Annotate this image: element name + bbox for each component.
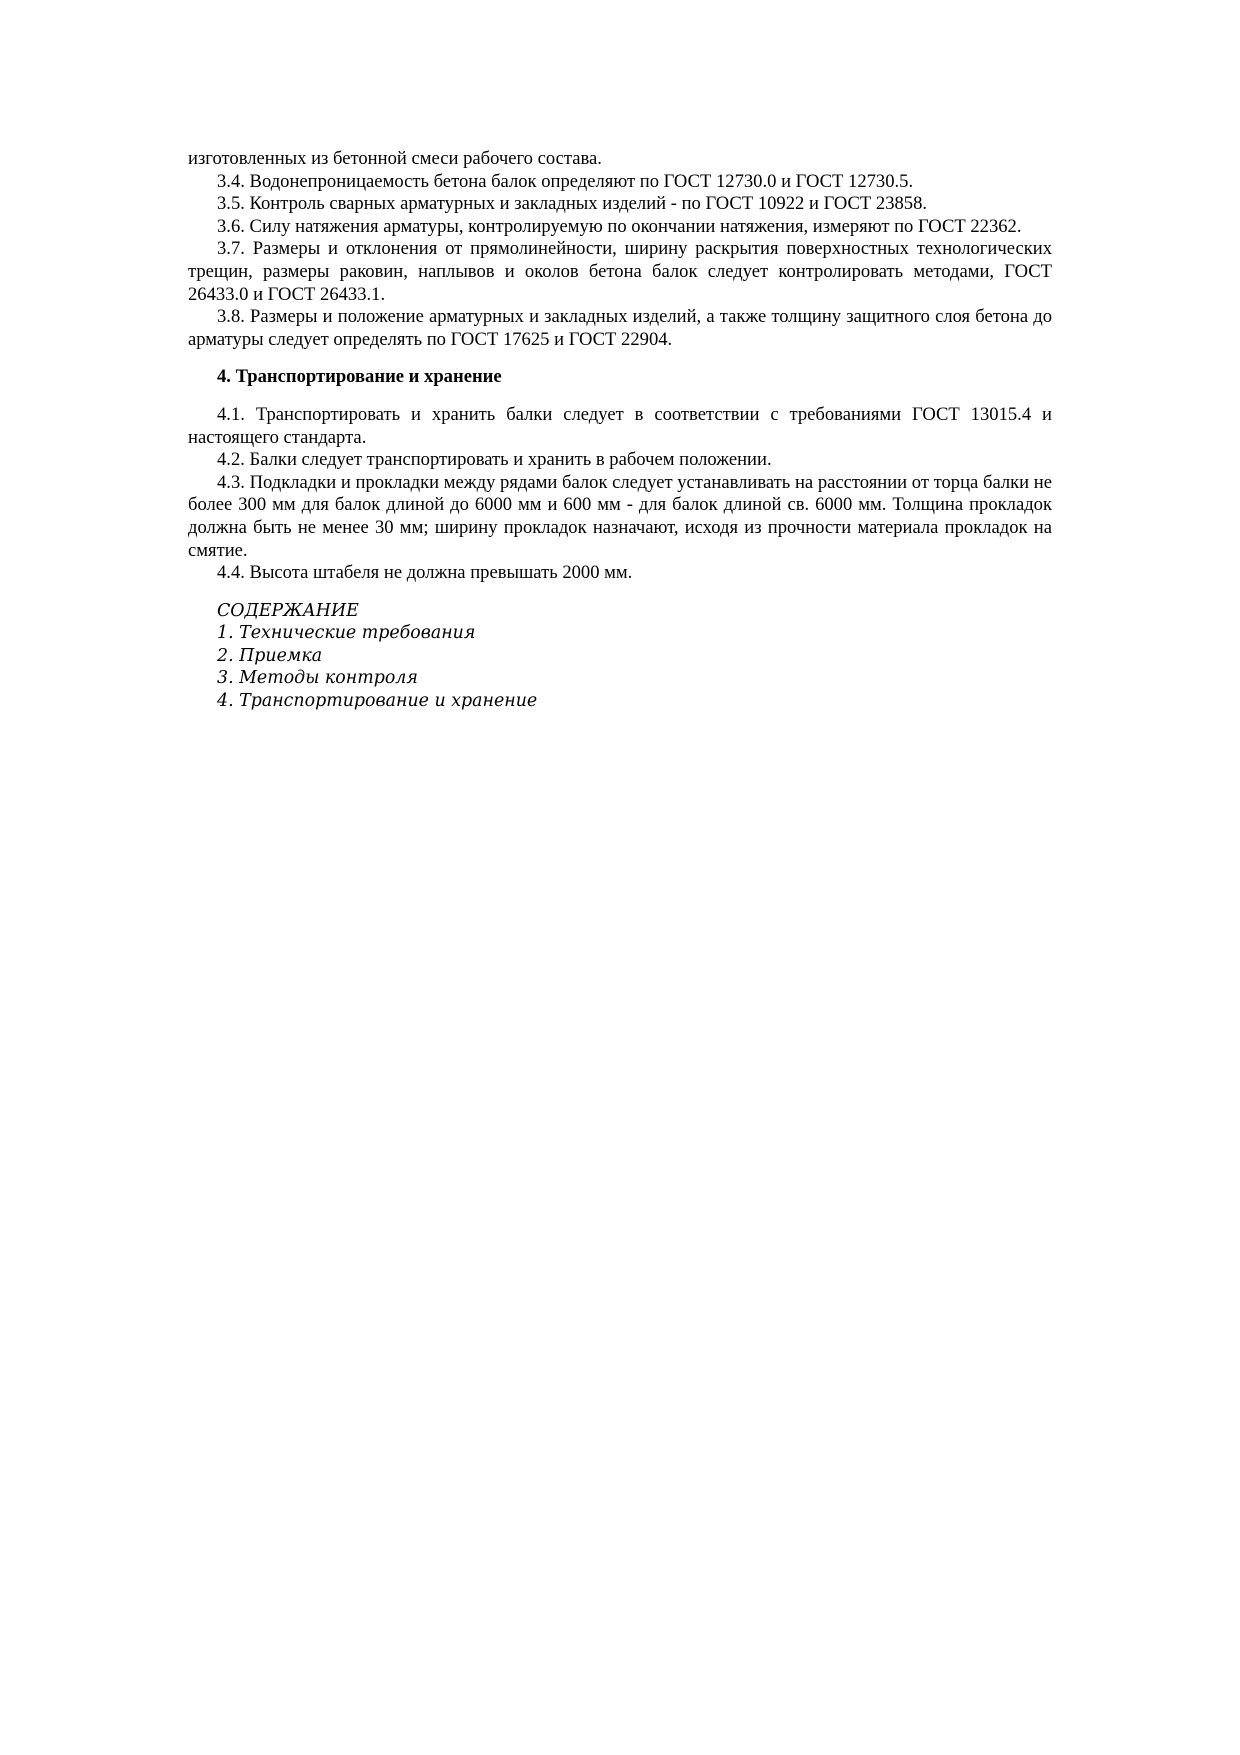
clause-4-1: 4.1. Транспортировать и хранить балки следует в соответствии с требованиями ГОСТ 13015.4 и настоящего стандарта. (188, 403, 1052, 448)
clause-3-4: 3.4. Водонепроницаемость бетона балок определяют по ГОСТ 12730.0 и ГОСТ 12730.5. (217, 170, 914, 192)
continuation-text: изготовленных из бетонной смеси рабочего состава. (188, 148, 602, 169)
clause-3-5: 3.5. Контроль сварных арматурных и закладных изделий - по ГОСТ 10922 и ГОСТ 23858. (217, 193, 928, 215)
toc-item-3: 3. Методы контроля (217, 668, 418, 689)
clause-3-7: 3.7. Размеры и отклонения от прямолинейности, ширину раскрытия поверхностных технологических трещин, размеры раковин, наплывов и околов бетона балок следует контролировать методами, ГОСТ 26433.0 и ГОСТ 26433.1. (188, 238, 1052, 305)
toc-item-4: 4. Транспортирование и хранение (217, 691, 538, 712)
clause-3-8: 3.8. Размеры и положение арматурных и закладных изделий, а также толщину защитного слоя бетона до арматуры следует определять по ГОСТ 17625 и ГОСТ 22904. (188, 306, 1052, 350)
clause-4-2: 4.2. Балки следует транспортировать и хранить в рабочем положении. (217, 449, 772, 471)
table-of-contents (188, 600, 1052, 713)
toc-item-1: 1. Технические требования (217, 623, 476, 644)
toc-item-2: 2. Приемка (217, 645, 323, 666)
document-page (188, 148, 1052, 713)
section-4-heading: 4. Транспортирование и хранение (217, 366, 502, 388)
clause-4-3: 4.3. Подкладки и прокладки между рядами балок следует устанавливать на расстоянии от торца балки не более 300 мм для балок длиной до 6000 мм и 600 мм - для балок длиной св. 6000 мм. Толщина прокладок должна быть не менее 30 мм; ширину прокладок назначают, исходя из прочности материала прокладок на смятие. (188, 471, 1052, 561)
clause-3-6: 3.6. Силу натяжения арматуры, контролируемую по окончании натяжения, измеряют по ГОСТ 22362. (217, 215, 1022, 237)
toc-title: СОДЕРЖАНИЕ (217, 600, 359, 621)
clause-4-4: 4.4. Высота штабеля не должна превышать 2000 мм. (217, 562, 633, 584)
